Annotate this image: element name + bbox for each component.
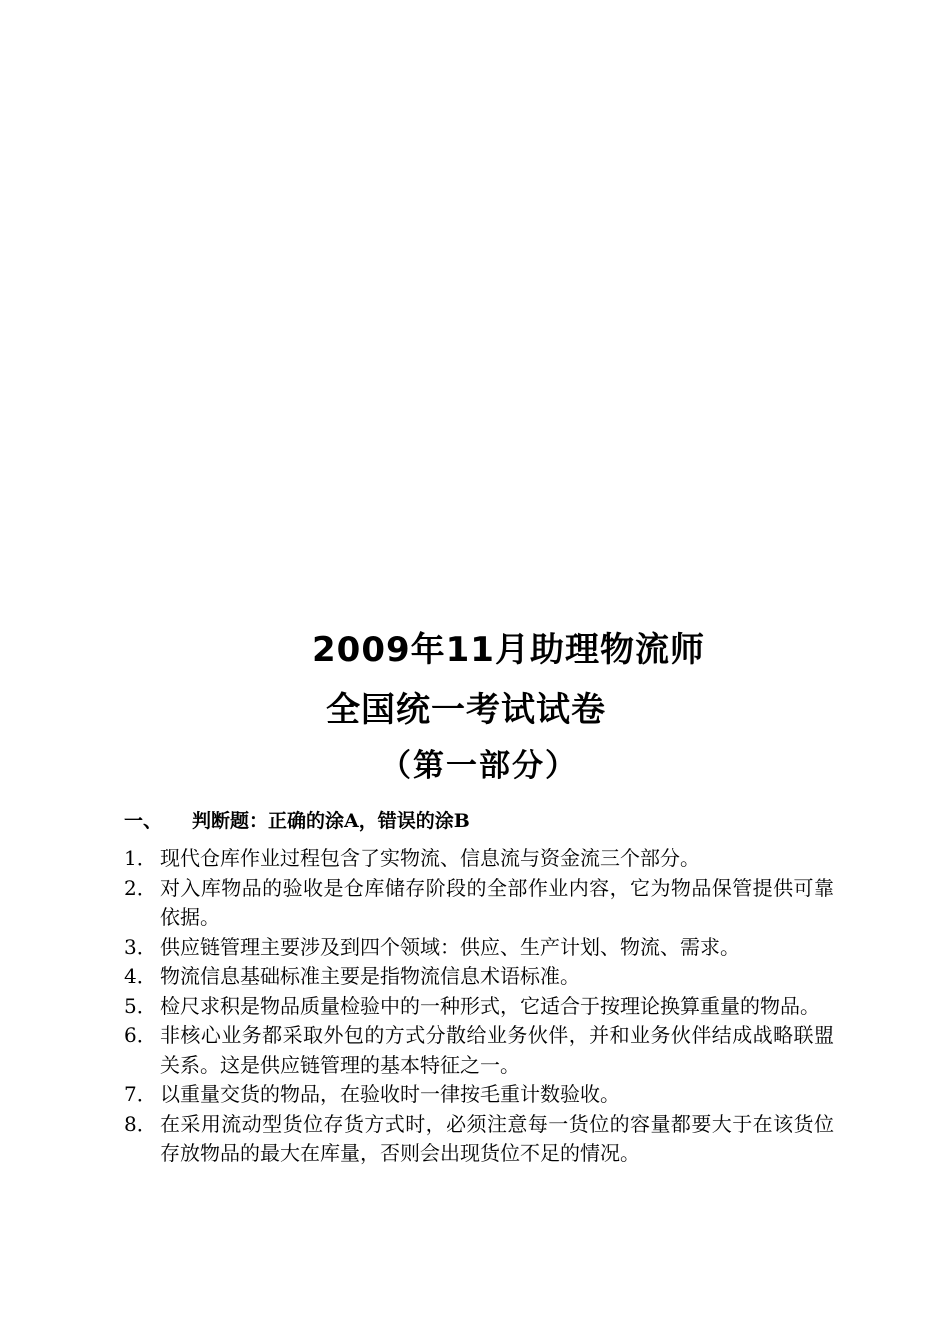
question-number: 1． [124, 846, 157, 870]
question-text: 物流信息基础标准主要是指物流信息术语标准。 [160, 964, 580, 988]
section-heading [124, 806, 470, 833]
question-item [124, 844, 834, 874]
question-number: 4． [124, 964, 157, 988]
question-item [124, 1021, 834, 1080]
question-number: 8． [124, 1111, 157, 1136]
question-item [124, 1110, 834, 1169]
question-number: 3． [124, 934, 157, 959]
exam-title-line-1: 2009年11月助理物流师 [312, 630, 705, 670]
question-number: 5． [124, 993, 157, 1018]
question-list [124, 844, 834, 1169]
question-item [124, 962, 834, 992]
exam-part-label: （第一部分） [380, 748, 578, 784]
question-item [124, 1080, 834, 1110]
question-text: 现代仓库作业过程包含了实物流、信息流与资金流三个部分。 [160, 846, 700, 870]
question-item [124, 874, 834, 933]
question-text: 对入库物品的验收是仓库储存阶段的全部作业内容，它为物品保管提供可靠依据。 [160, 875, 834, 929]
section-title: 判断题：正确的涂A，错误的涂B [192, 810, 470, 832]
question-text: 以重量交货的物品，在验收时一律按毛重计数验收。 [160, 1082, 620, 1106]
section-number: 一、 [124, 810, 163, 832]
exam-title-line-2: 全国统一考试试卷 [326, 690, 606, 730]
question-item [124, 992, 834, 1022]
question-number: 2． [124, 875, 157, 900]
question-text: 非核心业务都采取外包的方式分散给业务伙伴，并和业务伙伴结成战略联盟关系。这是供应链管理的基本特征之一。 [160, 1023, 834, 1077]
question-text: 在采用流动型货位存货方式时，必须注意每一货位的容量都要大于在该货位存放物品的最大在库量，否则会出现货位不足的情况。 [160, 1111, 834, 1165]
question-item [124, 933, 834, 963]
question-number: 6． [124, 1023, 157, 1047]
question-text: 供应链管理主要涉及到四个领域：供应、生产计划、物流、需求。 [160, 934, 740, 959]
question-number: 7． [124, 1082, 157, 1106]
question-text: 检尺求积是物品质量检验中的一种形式，它适合于按理论换算重量的物品。 [160, 993, 820, 1018]
